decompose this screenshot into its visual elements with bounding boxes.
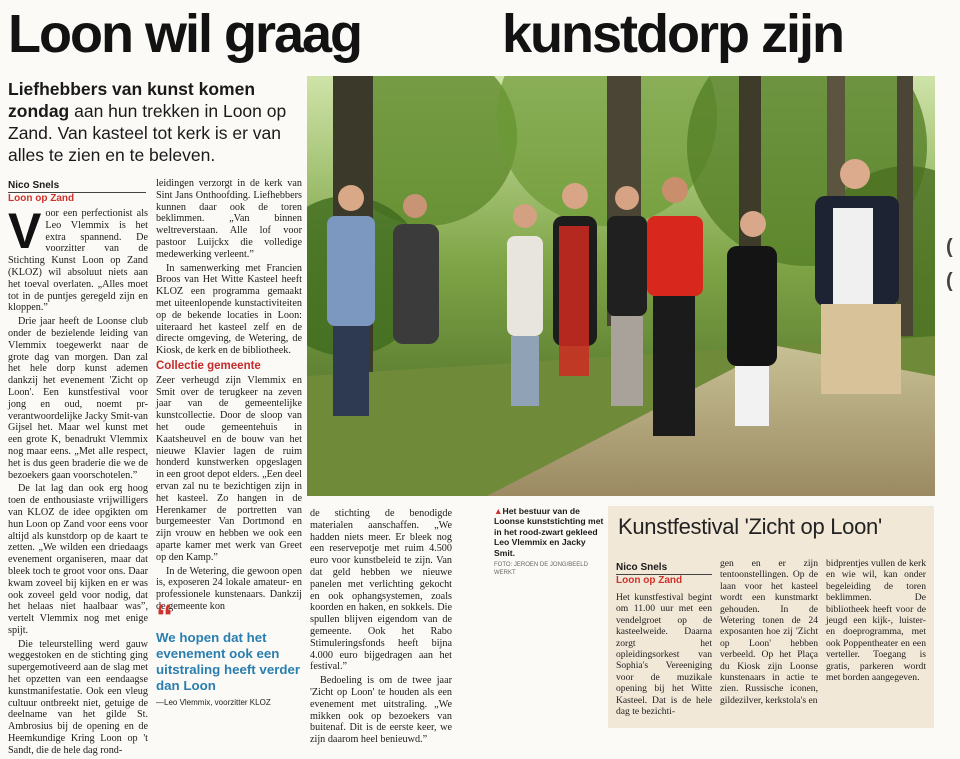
headline-part-1: Loon wil graag: [8, 4, 362, 64]
article-photo: [307, 76, 935, 496]
article-paragraph: In samenwerking met Francien Broos van Het Witte Kasteel heeft KLOZ een programma gemaakt met uiteenlopende kunstactiviteiten op de bekende locaties in Loon: uiteraard het kasteel zelf en de directe omgeving, de Wetering, de Kiosk, de kerk en de bibliotheek.: [156, 262, 302, 357]
info-box-author: Nico Snels: [616, 562, 668, 573]
caption-text: Het bestuur van de Loonse kunststichting met in het rood-zwart gekleed Leo Vlemmix en Jacky Smit.: [494, 506, 604, 558]
article-column-3: [310, 508, 452, 748]
quote-author: —Leo Vlemmix, voorzitter KLOZ: [156, 698, 271, 707]
article-column-1: [8, 203, 148, 759]
clipped-glyph: (: [946, 236, 953, 258]
article-paragraph: Zeer verheugd zijn Vlemmix en Smit over de terugkeer na zeven jaar van de gemeentelijke kunstcollectie. Door de sloop van het oude gemeentehuis in Kaatsheuvel en de bouw van het nieuwe Klavier lagen de ruim honderd kunstwerken opgeslagen in een groot depot elders. „Een deel ervan zal nu te bezichtigen zijn in het kasteel. Zo hangen in de Herenkamer de portretten van burgemeester Van Dortmond en zijn vrouw en hebben we ook een aparte kamer met werk van Greet op den Kamp.”: [156, 374, 302, 563]
clipped-glyph: (: [946, 270, 953, 292]
headline-part-2: kunstdorp zijn: [502, 4, 843, 64]
info-box-column-1: Het kunstfestival begint om 11.00 uur met een vendelgroet op de kasteelweide. Daarna zorgt het opleidingsorkest van Sophia's Vereeniging voor de muzikale opening bij het Witte Kasteel. Dat is de hele dag te bezichti-: [616, 592, 712, 718]
article-paragraph: Drie jaar heeft de Loonse club onder de bezielende leiding van Vlemmix toegewerkt naar de grote dag van morgen. Dan zal het hele dorp kunst ademen dankzij het evenement 'Zicht op Loon'. Een kunstfestival voor jong en oud, noemt pr-verantwoordelijke Jacky Smit-van Gijsel het. Maar wel kunst met een grote K, benadrukt Vlemmix nog maar eens. „Met alle respect, het is dus geen braderie die we de bezoekers gaan voorschotelen.”: [8, 316, 148, 481]
article-paragraph: de stichting de benodigde materialen aanschaffen. „We hadden niets meer. Er bleek nog een reservepotje met ruim 4.500 euro voor kunstbeleid te zijn. Van dat geld hebben we nieuwe panelen met verlichting gekocht en ook ophangsystemen, zoals koorden en haken, en sokkels. Die spullen blijven eigendom van de gemeente. Ook het Rabo Stimuleringsfonds heeft bijna 4.000 euro bijgedragen aan het festival.”: [310, 508, 452, 673]
subheading: Collectie gemeente: [156, 359, 261, 372]
info-box-title: Kunstfestival 'Zicht op Loon': [618, 514, 882, 539]
info-box-column-2: gen en er zijn tentoonstellingen. Op de laan voor het kasteel wordt een kunstmarkt gehouden. In de Wetering tonen de 24 exposanten hoe zij 'Zicht op Loon' hebben verbeeld. Op het Plaça du Kiosk zijn Loonse kunstenaars in actie te zien. Russische iconen, gildezilver, kerkstola's en: [720, 558, 818, 706]
byline: [8, 180, 146, 205]
intro-lead-rest: aan hun trekken in Loon op Zand. Van kasteel tot kerk is er van alles te zien en te beleven.: [8, 101, 287, 165]
pull-quote: [156, 598, 302, 707]
info-box-location: Loon op Zand: [616, 575, 683, 586]
group-photo-illustration: [307, 76, 935, 496]
article-paragraph: De lat lag dan ook erg hoog toen de enthousiaste vrijwilligers van KLOZ de idee opgikten om hun Loon op Zand voor eens voor altijd als kunstdorp op de kaart te zetten. „We wilden een driedaags evenement organiseren, maar dat bleek toch te groot voor ons. Daar kwam zoveel bij kijken en er was ook zoveel geld voor nodig, dat het helaas niet haalbaar was”, vertelt Vlemmix nog met enige spijt.: [8, 483, 148, 636]
article-paragraph: Voor een perfectionist als Leo Vlemmix is het extra spannend. De voorzitter van de Stichting Kunst Loon op Zand (KLOZ) wil absoluut niets aan het toeval overlaten. „Alles moet tot in de puntjes geregeld zijn en kloppen.”: [8, 203, 148, 314]
article-paragraph: leidingen verzorgt in de kerk van Sint Jans Onthoofding. Liefhebbers kunnen daar ook de toren beklimmen. „Van binnen weltreverstaan. Alle lof voor pastoor Luijckx die volledige medewerking verleent.”: [156, 178, 302, 260]
byline-location: Loon op Zand: [8, 193, 75, 204]
adjacent-page-edge: [940, 0, 960, 734]
intro-lead-bold: Liefhebbers van kunst komen zondag: [8, 79, 256, 121]
info-box: [608, 506, 934, 728]
info-box-column-3: bidprentjes vullen de kerk en wie wil, kan onder begeleiding de toren beklimmen. De bibliotheek heeft voor de jeugd een kijk-, luister- en doeprogramma, met ook Poppentheater en een verteller. Toegang is gratis, parkeren wordt met borden aangegeven.: [826, 558, 926, 684]
photo-credit: FOTO: JEROEN DE JONG/BEELD WERKT: [494, 562, 588, 577]
article-column-2: [156, 178, 302, 615]
quote-mark-icon: “: [156, 598, 173, 636]
triangle-icon: ▲: [494, 506, 503, 516]
article-paragraph: Die teleurstelling werd gauw weggestoken en de stichting ging supergemotiveerd aan de slag met het opzetten van een eendaagse kunstmanifestatie. Ook een vleug cultuur ontbreekt niet, getuige de deelname van het gilde St. Ambrosius bij de opening en de Heemkundige Kring Loon op 't Sandt, die de hele dag rond-: [8, 638, 148, 756]
intro-lead: [8, 78, 300, 166]
article-paragraph: Bedoeling is om de twee jaar 'Zicht op Loon' te houden als een evenement met uitstraling. „We mikken ook op bezoekers van buitenaf. Dit is de eerste keer, we zijn daarom heel benieuwd.”: [310, 675, 452, 746]
photo-caption: [494, 506, 606, 577]
quote-text: We hopen dat het evenement ook een uitstraling heeft verder dan Loon: [156, 630, 301, 693]
byline-author: Nico Snels: [8, 180, 60, 191]
article-paragraph: In de Wetering, die gewoon open is, exposeren 24 lokale amateur- en professionele kunstenaars. Dankzij de gemeente kon: [156, 565, 302, 612]
info-box-byline: [616, 562, 712, 587]
drop-cap: V: [8, 203, 42, 259]
